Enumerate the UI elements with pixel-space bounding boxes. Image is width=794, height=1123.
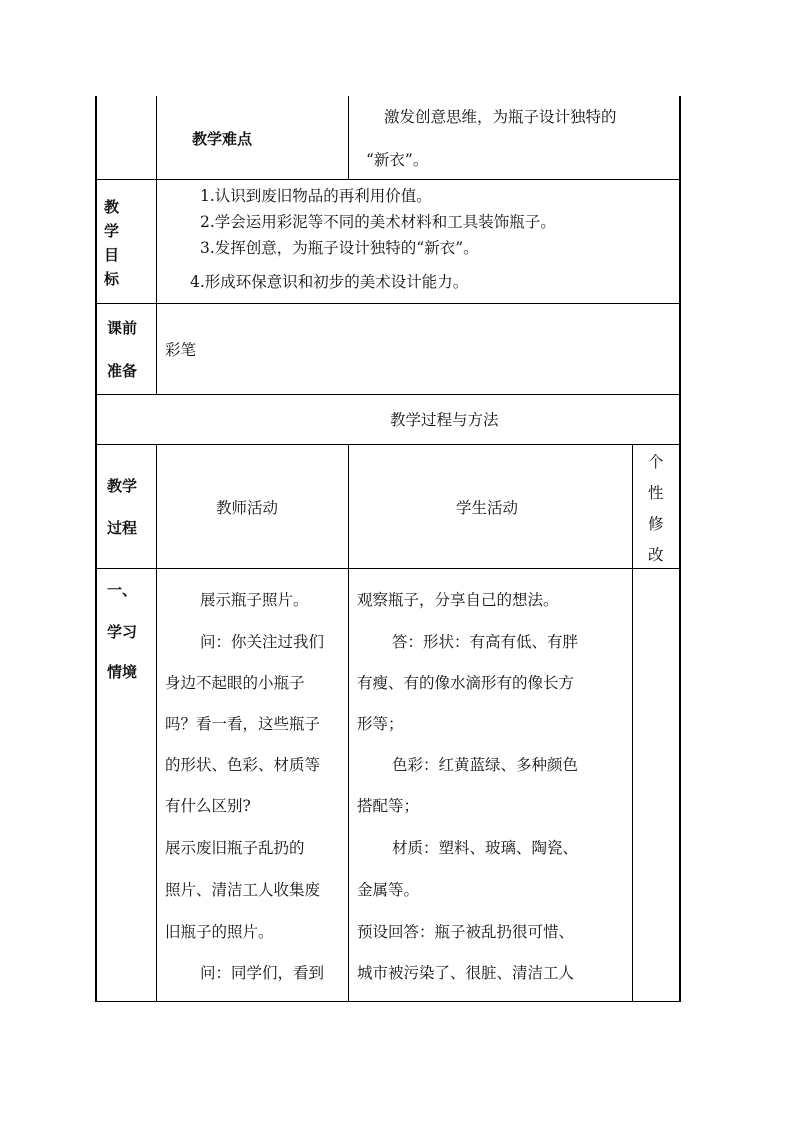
col-divider — [156, 444, 157, 1001]
teacher-activity-line: 展示瓶子照片。 — [200, 591, 309, 609]
modify-header-char: 性 — [648, 484, 664, 502]
row-divider — [95, 394, 681, 395]
preparation-label-line1: 课前 — [107, 319, 138, 337]
student-activity-line: 有瘦、有的像水滴形有的像长方 — [357, 674, 575, 692]
row-divider — [95, 568, 681, 569]
teacher-activity-line: 问：同学们，看到 — [200, 964, 325, 982]
objectives-label-char: 学 — [104, 222, 120, 240]
col-divider — [156, 303, 157, 394]
row-divider — [95, 444, 681, 445]
modify-header-char: 改 — [648, 546, 664, 564]
objective-item: 4.形成环保意识和初步的美术设计能力。 — [190, 273, 469, 291]
student-activity-line: 色彩：红黄蓝绿、多种颜色 — [392, 756, 579, 774]
teacher-activity-line: 照片、清洁工人收集废 — [165, 881, 321, 899]
section1-label-line: 学习 — [107, 623, 138, 641]
student-activity-line: 搭配等； — [357, 797, 420, 815]
objectives-label-char: 目 — [104, 246, 120, 264]
teacher-activity-line: 吗？看一看，这些瓶子 — [165, 715, 321, 733]
teacher-activity-line: 问：你关注过我们 — [200, 633, 325, 651]
objectives-label-char: 教 — [104, 198, 120, 216]
table-border-bottom — [95, 1001, 681, 1002]
teacher-activity-header: 教师活动 — [216, 499, 279, 517]
modify-header-char: 修 — [648, 515, 664, 533]
teacher-activity-line: 有什么区别? — [165, 797, 251, 815]
objective-item: 2.学会运用彩泥等不同的美术材料和工具装饰瓶子。 — [200, 213, 556, 231]
teacher-activity-line: 旧瓶子的照片。 — [165, 923, 274, 941]
difficulty-text-line1: 激发创意思维，为瓶子设计独特的 — [384, 108, 617, 126]
col-divider — [348, 96, 349, 179]
table-border-left — [95, 96, 97, 1002]
student-activity-line: 答：形状：有高有低、有胖 — [392, 633, 579, 651]
teacher-activity-line: 展示废旧瓶子乱扔的 — [165, 839, 305, 857]
difficulty-text-line2: “新衣”。 — [366, 151, 429, 169]
student-activity-line: 金属等。 — [357, 881, 420, 899]
preparation-label-line2: 准备 — [107, 362, 138, 380]
col-divider — [632, 444, 633, 1001]
student-activity-line: 预设回答：瓶子被乱扔很可惜、 — [357, 923, 575, 941]
section1-label-line: 情境 — [107, 663, 138, 681]
col-divider — [348, 444, 349, 1001]
col-divider — [156, 96, 157, 179]
modify-header-char: 个 — [648, 453, 664, 471]
objective-item: 1.认识到废旧物品的再利用价值。 — [200, 187, 432, 205]
col-divider — [156, 179, 157, 303]
student-activity-line: 形等； — [357, 715, 404, 733]
difficulty-label: 教学难点 — [192, 130, 253, 148]
table-border-right — [679, 96, 681, 1002]
row-divider — [95, 179, 681, 180]
process-label-line1: 教学 — [107, 477, 138, 495]
teacher-activity-line: 的形状、色彩、材质等 — [165, 756, 321, 774]
section1-label-line: 一、 — [107, 581, 138, 599]
preparation-value: 彩笔 — [165, 341, 197, 359]
student-activity-line: 观察瓶子，分享自己的想法。 — [357, 591, 559, 609]
row-divider — [95, 303, 681, 304]
process-title: 教学过程与方法 — [390, 411, 499, 429]
student-activity-line: 城市被污染了、很脏、清洁工人 — [357, 964, 575, 982]
process-label-line2: 过程 — [107, 519, 138, 537]
objectives-label-char: 标 — [104, 270, 120, 288]
teacher-activity-line: 身边不起眼的小瓶子 — [165, 674, 305, 692]
student-activity-header: 学生活动 — [456, 499, 519, 517]
student-activity-line: 材质：塑料、玻璃、陶瓷、 — [392, 839, 579, 857]
objective-item: 3.发挥创意，为瓶子设计独特的“新衣”。 — [200, 239, 479, 257]
